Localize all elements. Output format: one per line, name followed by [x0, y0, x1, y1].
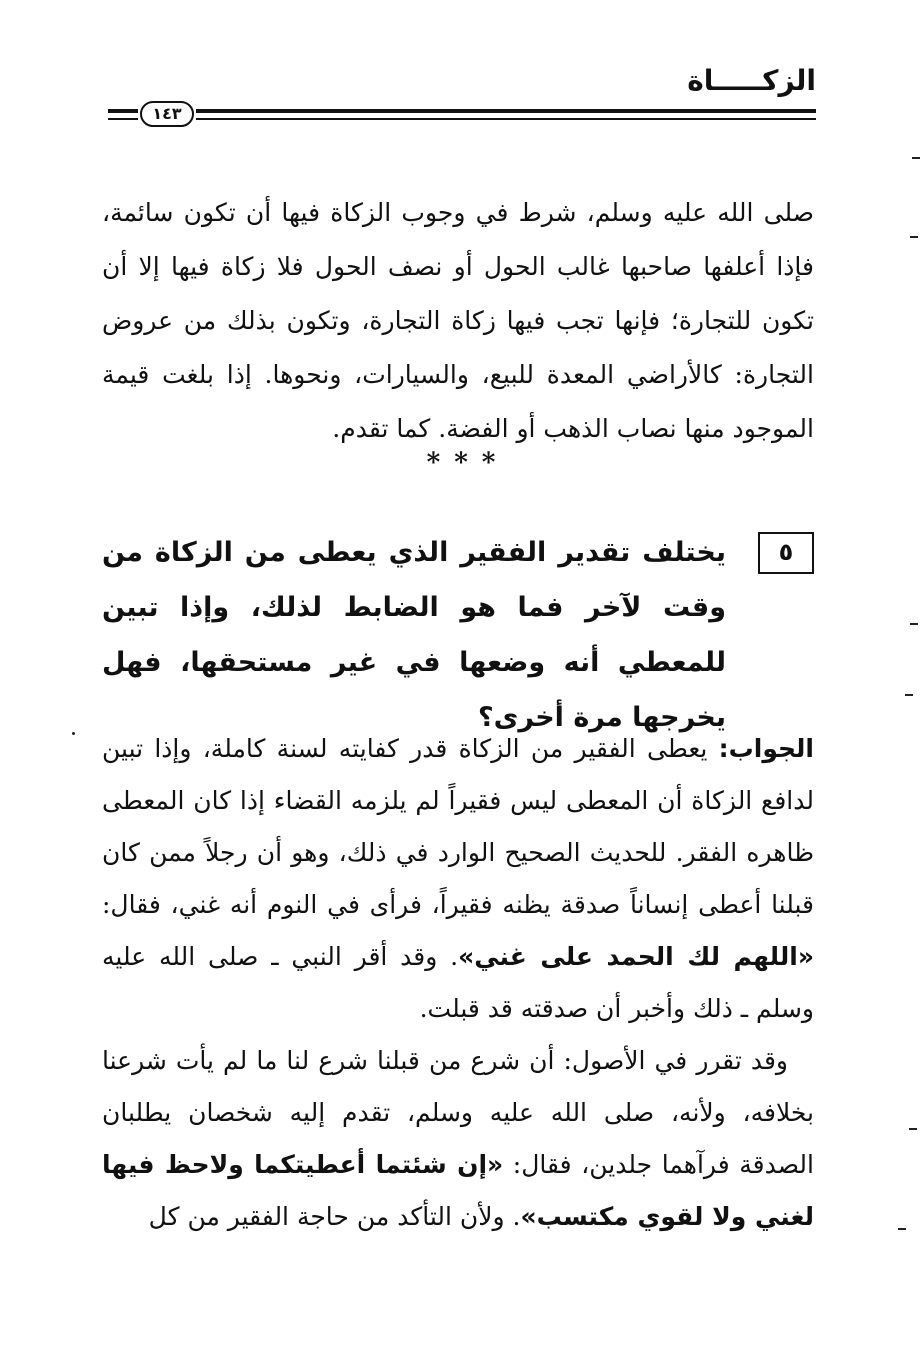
- answer-text-4: . ولأن التأكد من حاجة الفقير من كل: [148, 1202, 521, 1231]
- header-rule: [108, 101, 816, 127]
- answer-text-3: وقد تقرر في الأصول: أن شرع من قبلنا شرع لنا ما لم يأت شرعنا بخلافه، ولأنه، صلى الله عليه وسلم، تقدم إليه شخصان يطلبان الصدقة فرآهما جلدين، فقال:: [102, 1046, 814, 1179]
- paragraph-continuation: صلى الله عليه وسلم، شرط في وجوب الزكاة فيها أن تكون سائمة، فإذا أعلفها صاحبها غالب الحول أو نصف الحول فلا زكاة فيها إلا أن تكون للتجارة؛ فإنها تجب فيها زكاة التجارة، وتكون بذلك من عروض التجارة: كالأراضي المعدة للبيع، والسيارات، ونحوها. إذا بلغت قيمة الموجود منها نصاب الذهب أو الفضة. كما تقدم.: [102, 198, 814, 443]
- scan-speck: [905, 694, 913, 696]
- answer-text-2: . وقد أقر النبي ـ صلى الله عليه وسلم ـ ذلك وأخبر أن صدقته قد قبلت.: [102, 942, 814, 1023]
- hadith-quote-2: «إن شئتما أعطيتكما ولاحظ فيها لغني ولا لقوي مكتسب»: [102, 1150, 814, 1231]
- page-number: ١٤٣: [140, 101, 194, 127]
- hadith-quote-1: «اللهم لك الحمد على غني»: [458, 942, 814, 971]
- header-rule-long-thick: [196, 109, 816, 113]
- scan-speck: [912, 157, 920, 159]
- header-rule-long-thin: [196, 118, 816, 120]
- header-rule-short-thick: [108, 109, 138, 113]
- section-separator: ***: [426, 448, 510, 478]
- scan-speck: [898, 1228, 906, 1230]
- answer-block: [102, 723, 814, 1243]
- scan-speck: [72, 732, 75, 735]
- header-rule-short-thin: [108, 118, 138, 120]
- answer-paragraph-1: [102, 723, 814, 1035]
- answer-text-1: يعطى الفقير من الزكاة قدر كفايته لسنة كاملة، وإذا تبين لدافع الزكاة أن المعطى ليس فقيراً لم يلزمه القضاء إذا كان المعطى ظاهره الفقر. للحديث الصحيح الوارد في ذلك، وهو أن رجلاً ممن كان قبلنا أعطى إنساناً صدقة يظنه فقيراً، فرأى في النوم أنه غني، فقال:: [102, 734, 814, 919]
- answer-label: الجواب:: [718, 734, 814, 763]
- question-number-box: ٥: [758, 532, 814, 574]
- scan-speck: [910, 623, 918, 625]
- scan-speck: [909, 1128, 917, 1130]
- answer-paragraph-2: [102, 1035, 814, 1243]
- scan-speck: [910, 236, 918, 238]
- question-heading: يختلف تقدير الفقير الذي يعطى من الزكاة من وقت لآخر فما هو الضابط لذلك، وإذا تبين للمعطي أنه وضعها في غير مستحقها، فهل يخرجها مرة أخرى؟: [102, 537, 726, 733]
- running-title: الزكـــــاة: [687, 64, 816, 97]
